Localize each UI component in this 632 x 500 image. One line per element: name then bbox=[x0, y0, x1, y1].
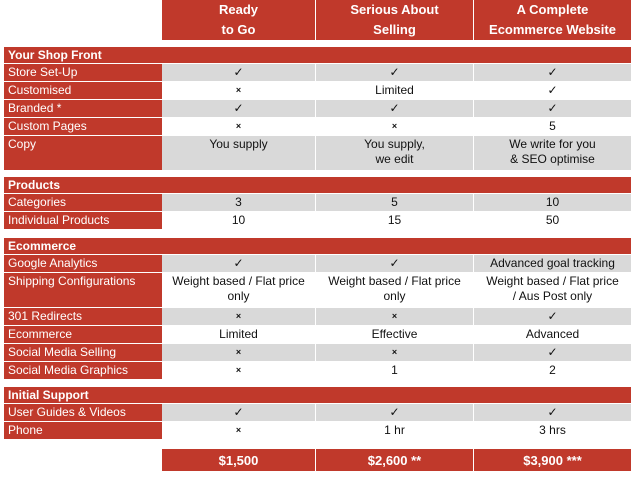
check-icon: ✓ bbox=[389, 405, 400, 419]
cell-value: We write for you & SEO optimise bbox=[509, 137, 596, 166]
price-serious: $2,600 ** bbox=[316, 449, 473, 471]
cell-value: Limited bbox=[219, 327, 258, 341]
cell-value: 10 bbox=[231, 213, 246, 227]
cell-value: You supply, we edit bbox=[364, 137, 425, 166]
cross-icon: × bbox=[391, 347, 398, 357]
row-label: Categories bbox=[4, 194, 162, 211]
check-icon: ✓ bbox=[389, 101, 400, 115]
table-row bbox=[0, 344, 632, 361]
cell-text bbox=[474, 326, 631, 343]
plan-name: Serious About Selling bbox=[350, 2, 439, 37]
cell-value: 1 hr bbox=[384, 423, 405, 437]
cell-text bbox=[316, 212, 473, 229]
table-row bbox=[0, 362, 632, 379]
table-row bbox=[0, 422, 632, 439]
table-header bbox=[0, 0, 632, 40]
cell-cross bbox=[162, 118, 315, 135]
cell-check bbox=[316, 64, 473, 81]
cell-value: Advanced goal tracking bbox=[490, 256, 615, 270]
cell-value: 5 bbox=[549, 119, 556, 133]
cell-value: 2 bbox=[549, 363, 556, 377]
cell-value: 15 bbox=[387, 213, 402, 227]
table-row bbox=[0, 212, 632, 229]
cell-text bbox=[474, 194, 631, 211]
section-header bbox=[4, 238, 631, 254]
cell-value: 50 bbox=[545, 213, 560, 227]
plan-name: A Complete Ecommerce Website bbox=[489, 2, 616, 37]
cell-check bbox=[474, 82, 631, 99]
check-icon: ✓ bbox=[547, 405, 558, 419]
cell-check bbox=[162, 404, 315, 421]
cell-text bbox=[474, 255, 631, 272]
cell-text bbox=[474, 136, 631, 170]
check-icon: ✓ bbox=[547, 345, 558, 359]
cell-check bbox=[162, 255, 315, 272]
cell-text bbox=[162, 194, 315, 211]
row-label: 301 Redirects bbox=[4, 308, 162, 325]
cell-text bbox=[316, 422, 473, 439]
cell-text bbox=[474, 273, 631, 307]
row-label: Ecommerce bbox=[4, 326, 162, 343]
cell-text bbox=[474, 118, 631, 135]
cell-check bbox=[474, 64, 631, 81]
cell-text bbox=[162, 326, 315, 343]
cell-value: Weight based / Flat price / Aus Post only bbox=[486, 274, 619, 303]
cell-text bbox=[162, 273, 315, 307]
table-row bbox=[0, 82, 632, 99]
cross-icon: × bbox=[235, 85, 242, 95]
cell-check bbox=[316, 404, 473, 421]
cell-text bbox=[474, 212, 631, 229]
row-label: Individual Products bbox=[4, 212, 162, 229]
plan-serious-header bbox=[316, 0, 473, 40]
cell-check bbox=[474, 308, 631, 325]
row-label: Branded * bbox=[4, 100, 162, 117]
plan-name: Ready to Go bbox=[218, 2, 259, 37]
table-row bbox=[0, 273, 632, 307]
cell-cross bbox=[316, 308, 473, 325]
table-row bbox=[0, 194, 632, 211]
plan-complete-header bbox=[474, 0, 631, 40]
check-icon: ✓ bbox=[547, 83, 558, 97]
cross-icon: × bbox=[235, 121, 242, 131]
cell-text bbox=[316, 194, 473, 211]
cross-icon: × bbox=[235, 311, 242, 321]
row-label: Social Media Graphics bbox=[4, 362, 162, 379]
cell-value: Limited bbox=[375, 83, 414, 97]
table-row bbox=[0, 326, 632, 343]
cell-cross bbox=[162, 82, 315, 99]
section-header bbox=[4, 177, 631, 193]
cell-text bbox=[316, 362, 473, 379]
table-row bbox=[0, 100, 632, 117]
cell-value: 10 bbox=[545, 195, 560, 209]
plan-ready-to-go-header bbox=[162, 0, 315, 40]
section-title: Ecommerce bbox=[8, 239, 77, 253]
row-label: Shipping Configurations bbox=[4, 273, 162, 307]
check-icon: ✓ bbox=[547, 309, 558, 323]
check-icon: ✓ bbox=[547, 65, 558, 79]
price-ready-to-go: $1,500 bbox=[162, 449, 315, 471]
section-title: Your Shop Front bbox=[8, 48, 102, 62]
table-row bbox=[0, 255, 632, 272]
cell-check bbox=[162, 100, 315, 117]
row-label: Copy bbox=[4, 136, 162, 170]
cell-value: Advanced bbox=[525, 327, 580, 341]
check-icon: ✓ bbox=[389, 256, 400, 270]
cell-check bbox=[474, 100, 631, 117]
cell-value: 5 bbox=[391, 195, 398, 209]
section-header bbox=[4, 387, 631, 403]
check-icon: ✓ bbox=[389, 65, 400, 79]
table-row bbox=[0, 136, 632, 170]
row-label: Social Media Selling bbox=[4, 344, 162, 361]
section-title: Products bbox=[8, 178, 61, 192]
cell-text bbox=[316, 82, 473, 99]
cross-icon: × bbox=[235, 425, 242, 435]
price-complete: $3,900 *** bbox=[474, 449, 631, 471]
cell-text bbox=[316, 273, 473, 307]
row-label: Customised bbox=[4, 82, 162, 99]
row-label: Store Set-Up bbox=[4, 64, 162, 81]
row-label: Phone bbox=[4, 422, 162, 439]
cell-text bbox=[474, 422, 631, 439]
cross-icon: × bbox=[235, 347, 242, 357]
cell-value: 3 bbox=[235, 195, 242, 209]
cell-value: 1 bbox=[391, 363, 398, 377]
cell-text bbox=[474, 362, 631, 379]
table-row bbox=[0, 64, 632, 81]
cell-cross bbox=[316, 118, 473, 135]
cell-check bbox=[316, 255, 473, 272]
cell-cross bbox=[316, 344, 473, 361]
check-icon: ✓ bbox=[233, 65, 244, 79]
section-header bbox=[4, 47, 631, 63]
cross-icon: × bbox=[391, 311, 398, 321]
section-title: Initial Support bbox=[8, 388, 89, 402]
cell-cross bbox=[162, 308, 315, 325]
table-row bbox=[0, 118, 632, 135]
cross-icon: × bbox=[391, 121, 398, 131]
check-icon: ✓ bbox=[233, 256, 244, 270]
cell-cross bbox=[162, 344, 315, 361]
cell-value: 3 hrs bbox=[539, 423, 566, 437]
table-row bbox=[0, 308, 632, 325]
cell-check bbox=[162, 64, 315, 81]
cell-text bbox=[316, 136, 473, 170]
cell-cross bbox=[162, 362, 315, 379]
cell-check bbox=[474, 404, 631, 421]
cell-cross bbox=[162, 422, 315, 439]
cell-check bbox=[474, 344, 631, 361]
cell-value: Effective bbox=[371, 327, 418, 341]
price-row bbox=[0, 449, 632, 471]
row-label: User Guides & Videos bbox=[4, 404, 162, 421]
check-icon: ✓ bbox=[547, 101, 558, 115]
cell-text bbox=[316, 326, 473, 343]
cell-value: Weight based / Flat price only bbox=[328, 274, 461, 303]
cell-value: You supply bbox=[209, 137, 268, 151]
cross-icon: × bbox=[235, 365, 242, 375]
check-icon: ✓ bbox=[233, 405, 244, 419]
cell-value: Weight based / Flat price only bbox=[172, 274, 305, 303]
row-label: Custom Pages bbox=[4, 118, 162, 135]
cell-text bbox=[162, 136, 315, 170]
check-icon: ✓ bbox=[233, 101, 244, 115]
cell-check bbox=[316, 100, 473, 117]
row-label: Google Analytics bbox=[4, 255, 162, 272]
table-row bbox=[0, 404, 632, 421]
cell-text bbox=[162, 212, 315, 229]
